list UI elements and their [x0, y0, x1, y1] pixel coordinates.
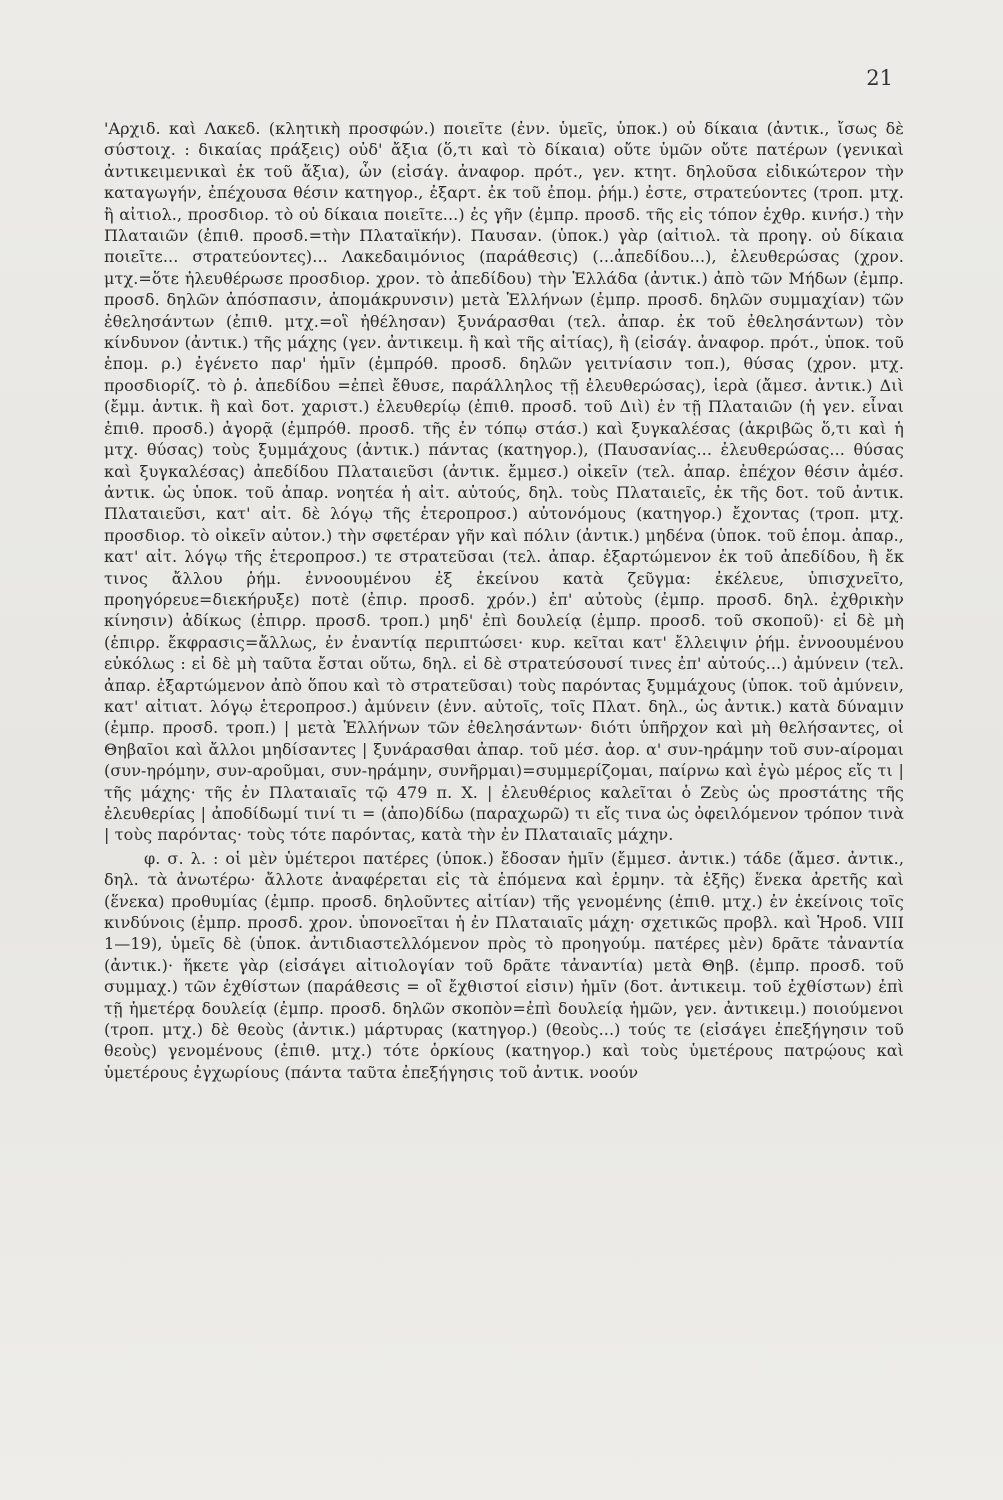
- text-body: [104, 118, 904, 1083]
- paragraph-commentary: 'Αρχιδ. καὶ Λακεδ. (κλητικὴ προσφών.) ποιεῖτε (ἐνν. ὑμεῖς, ὑποκ.) οὐ δίκαια (ἀντικ., ἴσως δὲ σύστοιχ. : δικαίας πράξεις) οὐδ' ἄξια (ὅ,τι καὶ τὸ δίκαια) οὔτε ὑμῶν οὔτε πατέρων (γενικαὶ ἀντικειμενικαὶ ἐκ τοῦ ἄξια), ὧν (εἰσάγ. ἀναφορ. πρότ., γεν. κτητ. δηλοῦσα εἰδικώτερον τὴν καταγωγήν, ἐπέχουσα θέσιν κατηγορ., ἐξαρτ. ἐκ τοῦ ἐπομ. ῥήμ.) ἐστε, στρατεύοντες (τροπ. μτχ. ἢ αἰτιολ., προσδιορ. τὸ οὐ δίκαια ποιεῖτε...) ἐς γῆν (ἐμπρ. προσδ. τῆς εἰς τόπον ἐχθρ. κινήσ.) τὴν Πλαταιῶν (ἐπιθ. προσδ.=τὴν Πλαταϊκήν). Παυσαν. (ὑποκ.) γὰρ (αἰτιολ. τὰ προηγ. οὐ δίκαια ποιεῖτε... στρατεύοντες)... Λακεδαιμόνιος (παράθεσις) (...ἀπεδίδου...), ἐλευθερώσας (χρον. μτχ.=ὅτε ἠλευθέρωσε προσδιορ. χρον. τὸ ἀπεδίδου) τὴν Ἑλλάδα (ἀντικ.) ἀπὸ τῶν Μήδων (ἐμπρ. προσδ. δηλῶν ἀπόσπασιν, ἀπομάκρυνσιν) μετὰ Ἑλλήνων (ἐμπρ. προσδ. δηλῶν συμμαχίαν) τῶν ἐθελησάντων (ἐπιθ. μτχ.=οἳ ἠθέλησαν) ξυνάρασθαι (τελ. ἀπαρ. ἐκ τοῦ ἐθελησάντων) τὸν κίνδυνον (ἀντικ.) τῆς μάχης (γεν. ἀντικειμ. ἢ καὶ τῆς αἰτίας), ἢ (εἰσάγ. ἀναφορ. πρότ., ὑποκ. τοῦ ἑπομ. ρ.) ἐγένετο παρ' ἡμῖν (ἐμπρόθ. προσδ. δηλῶν γειτνίασιν τοπ.), θύσας (χρον. μτχ. προσδιορίζ. τὸ ῥ. ἀπεδίδου =ἐπεὶ ἔθυσε, παράλληλος τῇ ἐλευθερώσας), ἱερὰ (ἄμεσ. ἀντικ.) Διὶ (ἔμμ. ἀντικ. ἢ καὶ δοτ. χαριστ.) ἐλευθερίῳ (ἐπιθ. προσδ. τοῦ Διὶ) ἐν τῇ Πλαταιῶν (ἡ γεν. εἶναι ἐπιθ. προσδ.) ἀγορᾷ (ἐμπρόθ. προσδ. τῆς ἐν τόπῳ στάσ.) καὶ ξυγκαλέσας (ἀκριβῶς ὅ,τι καὶ ἡ μτχ. θύσας) τοὺς ξυμμάχους (ἀντικ.) πάντας (κατηγορ.), (Παυσανίας... ἐλευθερώσας... θύσας καὶ ξυγκαλέσας) ἀπεδίδου Πλαταιεῦσι (ἀντικ. ἔμμεσ.) οἰκεῖν (τελ. ἀπαρ. ἐπέχον θέσιν ἀμέσ. ἀντικ. ὡς ὑποκ. τοῦ ἀπαρ. νοητέα ἡ αἰτ. αὐτούς, δηλ. τοὺς Πλαταιεῖς, ἐκ τῆς δοτ. τοῦ ἀντικ. Πλαταιεῦσι, κατ' αἰτ. δὲ λόγῳ τῆς ἑτεροπροσ.) αὐτονόμους (κατηγορ.) ἔχοντας (τροπ. μτχ. προσδιορ. τὸ οἰκεῖν αὐτον.) τὴν σφετέραν γῆν καὶ πόλιν (ἀντικ.) μηδένα (ὑποκ. τοῦ ἑπομ. ἀπαρ., κατ' αἰτ. λόγῳ τῆς ἑτεροπροσ.) τε στρατεῦσαι (τελ. ἀπαρ. ἐξαρτώμενον ἐκ τοῦ ἀπεδίδου, ἢ ἔκ τινος ἄλλου ῥήμ. ἐννοουμένου ἐξ ἐκείνου κατὰ ζεῦγμα: ἐκέλευε, ὑπισχνεῖτο, προηγόρευε=διεκήρυξε) ποτὲ (ἐπιρ. προσδ. χρόν.) ἐπ' αὐτοὺς (ἐμπρ. προσδ. δηλ. ἐχθρικὴν κίνησιν) ἀδίκως (ἐπιρρ. προσδ. τροπ.) μηδ' ἐπὶ δουλείᾳ (ἐμπρ. προσδ. τοῦ σκοποῦ)· εἰ δὲ μὴ (ἐπιρρ. ἔκφρασις=ἄλλως, ἐν ἐναντίᾳ περιπτώσει· κυρ. κεῖται κατ' ἔλλειψιν ῥήμ. ἐννοουμένου εὐκόλως : εἰ δὲ μὴ ταῦτα ἔσται οὕτω, δηλ. εἰ δὲ στρατεύσουσί τινες ἐπ' αὐτούς...) ἀμύνειν (τελ. ἀπαρ. ἐξαρτώμενον ἀπὸ ὅπου καὶ τὸ στρατεῦσαι) τοὺς παρόντας ξυμμάχους (ὑποκ. τοῦ ἀμύνειν, κατ' αἰτιατ. λόγῳ ἑτεροπροσ.) ἀμύνειν (ἐνν. αὐτοῖς, τοῖς Πλατ. δηλ., ὡς ἀντικ.) κατὰ δύναμιν (ἐμπρ. προσδ. τροπ.) | μετὰ Ἑλλήνων τῶν ἐθελησάντων· διότι ὑπῆρχον καὶ μὴ θελήσαντες, οἱ Θηβαῖοι καὶ ἄλλοι μηδίσαντες | ξυνάρασθαι ἀπαρ. τοῦ μέσ. ἀορ. α' συν-ηράμην τοῦ συν-αίρομαι (συν-ηρόμην, συν-αροῦμαι, συν-ηράμην, συνῆρμαι)=συμμερίζομαι, παίρνω καὶ ἐγὼ μέρος εἴς τι | τῆς μάχης· τῆς ἐν Πλαταιαῖς τῷ 479 π. Χ. | ἐλευθέριος καλεῖται ὁ Ζεὺς ὡς προστάτης τῆς ἐλευθερίας | ἀποδίδωμί τινί τι = (ἀπο)δίδω (παραχωρῶ) τι εἴς τινα ὡς ὀφειλόμενον τρόπον τινὰ | τοὺς παρόντας· τοὺς τότε παρόντας, κατὰ τὴν ἐν Πλαταιαῖς μάχην.: [104, 119, 904, 845]
- paragraph-phrasing: φ. σ. λ. : οἱ μὲν ὑμέτεροι πατέρες (ὑποκ.) ἔδοσαν ἡμῖν (ἔμμεσ. ἀντικ.) τάδε (ἄμεσ. ἀντικ., δηλ. τὰ ἀνωτέρω· ἄλλοτε ἀναφέρεται εἰς τὰ ἑπόμενα καὶ ἑρμην. τὰ ἑξῆς) ἕνεκα ἀρετῆς καὶ (ἕνεκα) προθυμίας (ἐμπρ. προσδ. δηλοῦντες αἰτίαν) τῆς γενομένης (ἐπιθ. μτχ.) ἐν ἐκείνοις τοῖς κινδύνοις (ἐμπρ. προσδ. χρον. ὑπονοεῖται ἡ ἐν Πλαταιαῖς μάχη· σχετικῶς προβλ. καὶ Ἡροδ. VIII 1—19), ὑμεῖς δὲ (ὑποκ. ἀντιδιαστελλόμενον πρὸς τὸ προηγούμ. πατέρες μὲν) δρᾶτε τἀναντία (ἀντικ.)· ἥκετε γὰρ (εἰσάγει αἰτιολογίαν τοῦ δρᾶτε τἀναντία) μετὰ Θηβ. (ἐμπρ. προσδ. τοῦ συμμαχ.) τῶν ἐχθίστων (παράθεσις = οἳ ἔχθιστοί εἰσιν) ἡμῖν (δοτ. ἀντικειμ. τοῦ ἐχθίστων) ἐπὶ τῇ ἡμετέρᾳ δουλείᾳ (ἐμπρ. προσδ. δηλῶν σκοπὸν=ἐπὶ δουλείᾳ ἡμῶν, γεν. ἀντικειμ.) ποιούμενοι (τροπ. μτχ.) δὲ θεοὺς (ἀντικ.) μάρτυρας (κατηγορ.) (θεοὺς...) τούς τε (εἰσάγει ἐπεξήγησιν τοῦ θεοὺς) γενομένους (ἐπιθ. μτχ.) τότε ὁρκίους (κατηγορ.) καὶ τοὺς ὑμετέρους πατρῴους καὶ ὑμετέρους ἐγχωρίους (πάντα ταῦτα ἐπεξήγησις τοῦ ἀντικ. νοούν: [104, 848, 904, 1082]
- page-number: 21: [866, 66, 893, 90]
